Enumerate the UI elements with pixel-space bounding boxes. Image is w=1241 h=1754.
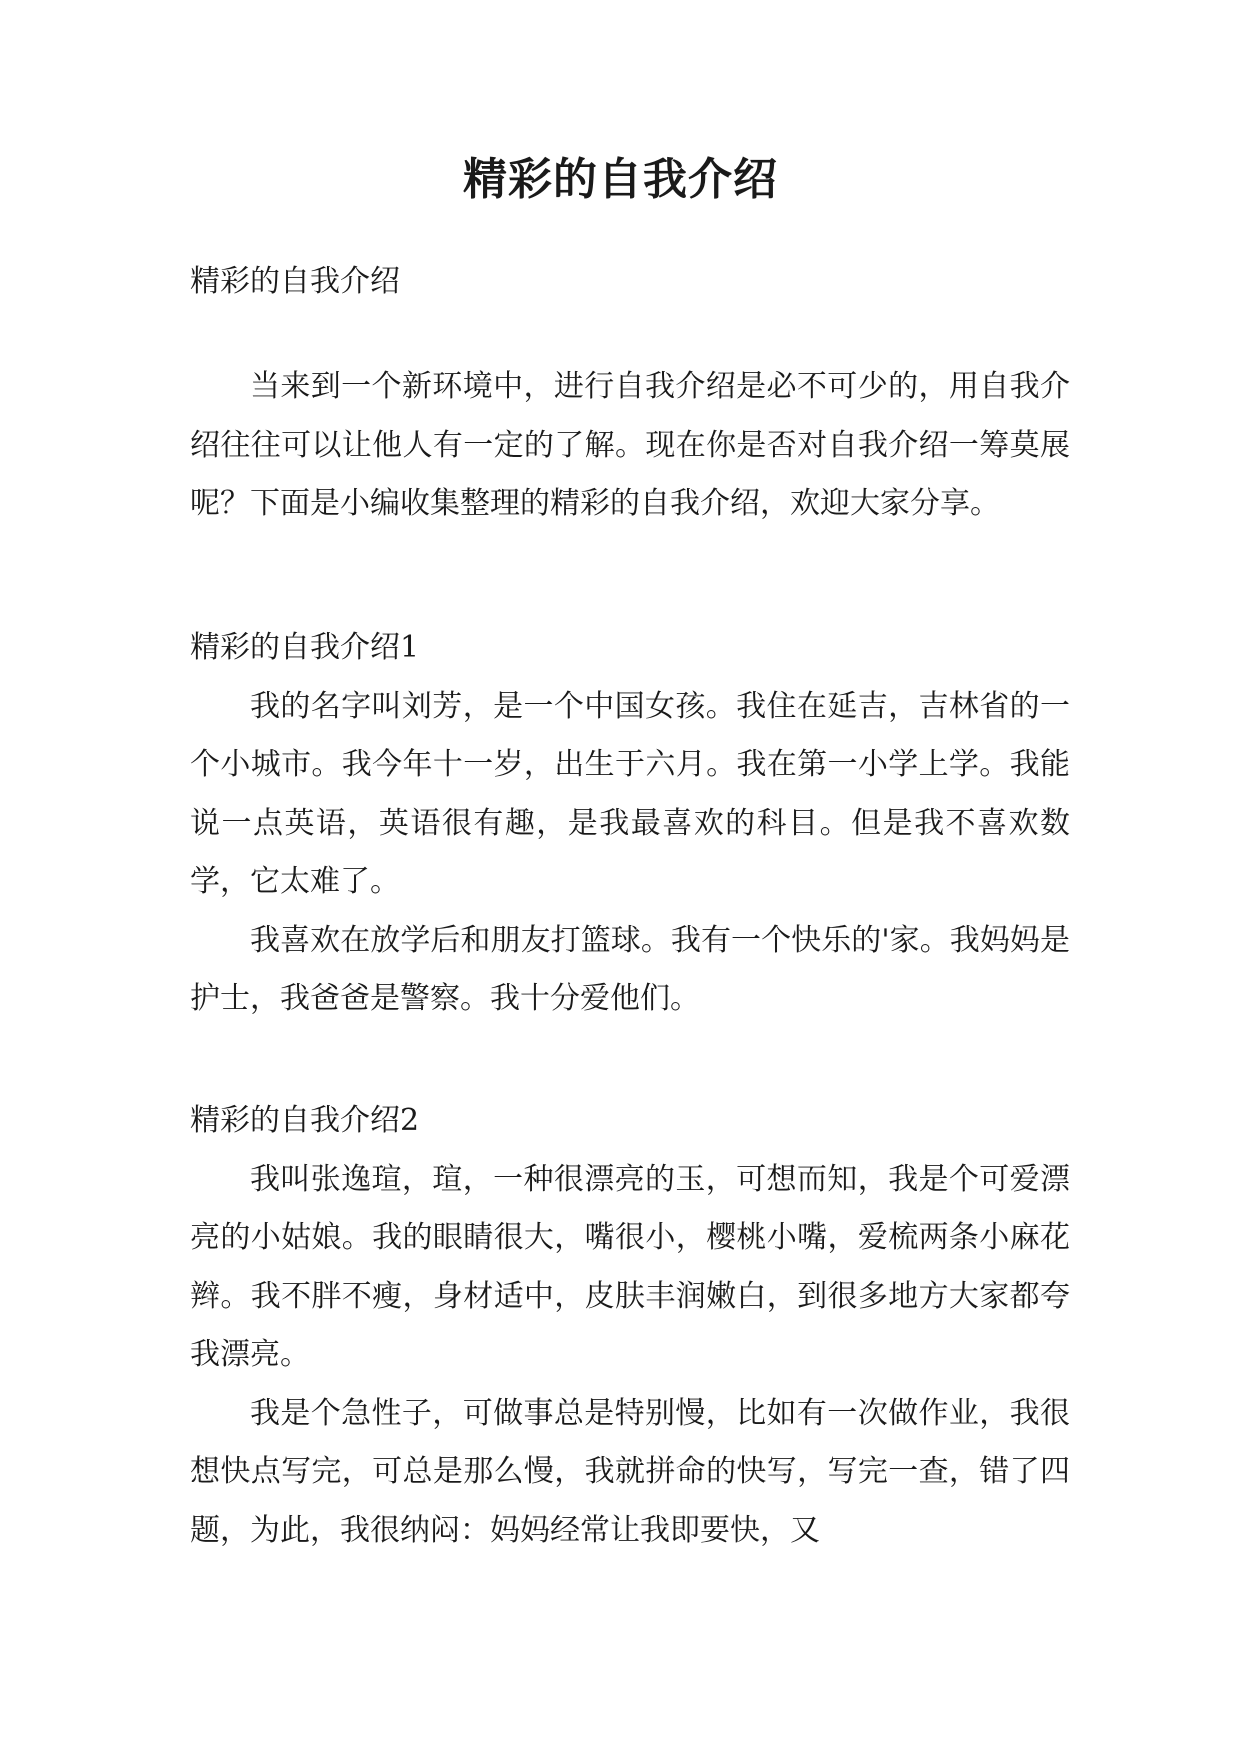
section-1 — [190, 619, 1070, 1029]
document-subtitle: 精彩的自我介绍 — [190, 264, 400, 299]
section-paragraph: 我喜欢在放学后和朋友打篮球。我有一个快乐的'家。我妈妈是护士，我爸爸是警察。我十分爱他们。 — [190, 922, 1070, 1016]
section-2 — [190, 1092, 1070, 1560]
document-title: 精彩的自我介绍 — [463, 154, 778, 205]
intro-paragraph: 当来到一个新环境中，进行自我介绍是必不可少的，用自我介绍往往可以让他人有一定的了解。现在你是否对自我介绍一筹莫展呢？下面是小编收集整理的精彩的自我介绍，欢迎大家分享。 — [190, 369, 1070, 521]
section-heading: 精彩的自我介绍2 — [190, 1103, 420, 1138]
section-paragraph: 我叫张逸瑄，瑄，一种很漂亮的玉，可想而知，我是个可爱漂亮的小姑娘。我的眼睛很大，嘴很小，樱桃小嘴，爱梳两条小麻花辫。我不胖不瘦，身材适中，皮肤丰润嫩白，到很多地方大家都夸我漂亮。 — [190, 1161, 1070, 1372]
section-heading: 精彩的自我介绍1 — [190, 630, 420, 665]
section-paragraph: 我是个急性子，可做事总是特别慢，比如有一次做作业，我很想快点写完，可总是那么慢，我就拼命的快写，写完一查，错了四题，为此，我很纳闷：妈妈经常让我即要快，又 — [190, 1395, 1070, 1548]
section-paragraph: 我的名字叫刘芳，是一个中国女孩。我住在延吉，吉林省的一个小城市。我今年十一岁，出生于六月。我在第一小学上学。我能说一点英语，英语很有趣，是我最喜欢的科目。但是我不喜欢数学，它太难了。 — [190, 688, 1070, 899]
